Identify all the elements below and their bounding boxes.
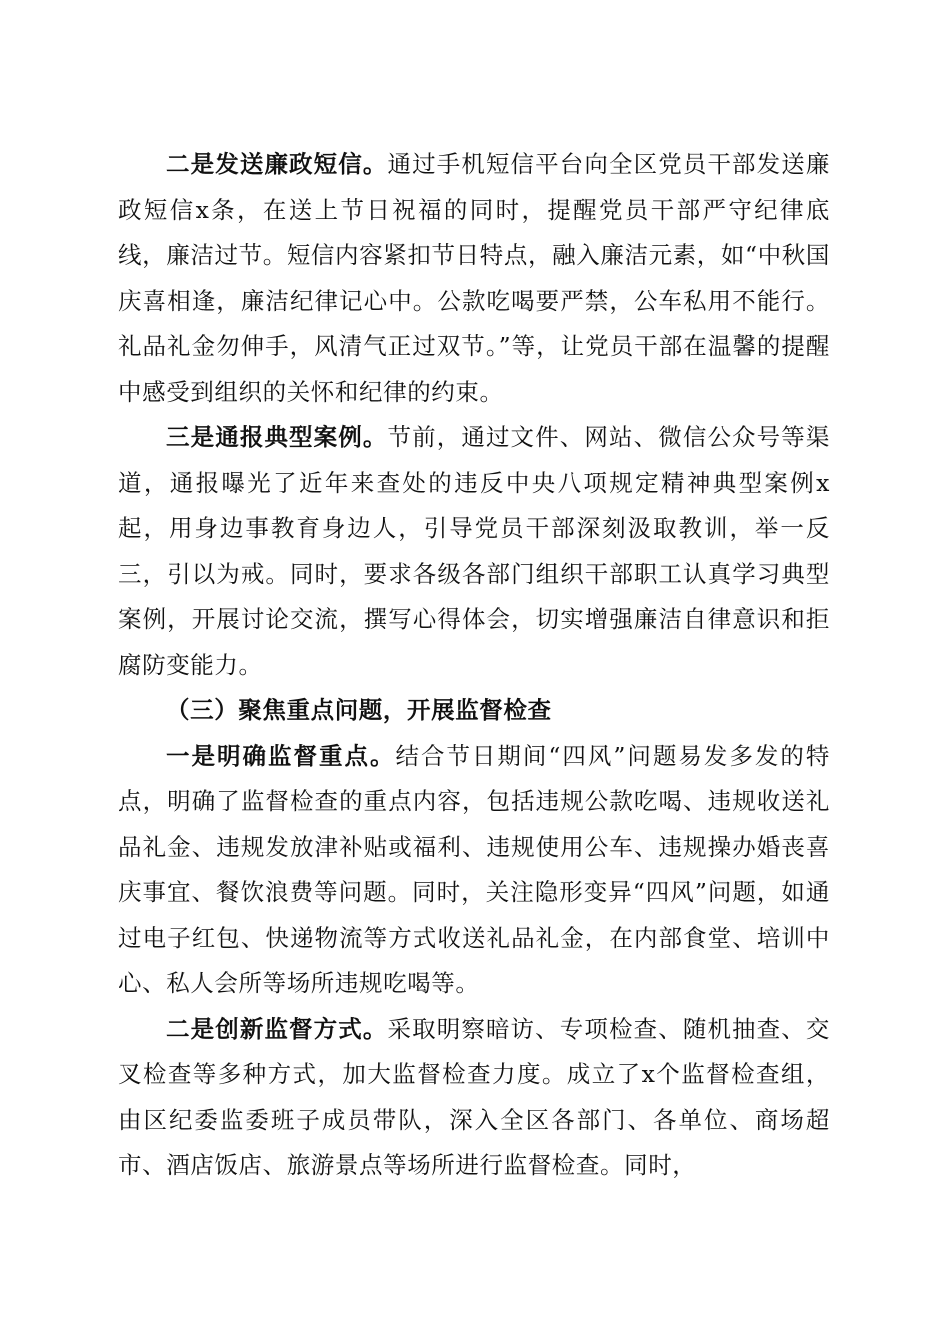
- paragraph-text: 通过手机短信平台向全区党员干部发送廉政短信x条，在送上节日祝福的同时，提醒党员干部严守纪律底线，廉洁过节。短信内容紧扣节日特点，融入廉洁元素，如“中秋国庆喜相逢，廉洁纪律记心中。公款吃喝要严禁，公车私用不能行。礼品礼金勿伸手，风清气正过双节。”等，让党员干部在温馨的提醒中感受到组织的关怀和纪律的约束。: [118, 150, 830, 406]
- paragraph-lead: 一是明确监督重点。: [166, 741, 396, 770]
- paragraph-supervision-focus: [118, 734, 830, 1007]
- paragraph-lead: 二是发送廉政短信。: [166, 150, 388, 178]
- paragraph-send-messages: [118, 142, 830, 415]
- paragraph-text: 节前，通过文件、网站、微信公众号等渠道，通报曝光了近年来查处的违反中央八项规定精神典型案例x起，用身边事教育身边人，引导党员干部深刻汲取教训，举一反三，引以为戒。同时，要求各级各部门组织干部职工认真学习典型案例，开展讨论交流，撰写心得体会，切实增强廉洁自律意识和拒腐防变能力。: [118, 423, 830, 679]
- paragraph-typical-cases: [118, 415, 830, 688]
- section-heading: （三）聚焦重点问题，开展监督检查: [166, 696, 552, 724]
- paragraph-supervision-methods: [118, 1007, 830, 1189]
- paragraph-text: 采取明察暗访、专项检查、随机抽查、交叉检查等多种方式，加大监督检查力度。成立了x个监督检查组，由区纪委监委班子成员带队，深入全区各部门、各单位、商场超市、酒店饭店、旅游景点等场所进行监督检查。同时，: [118, 1014, 830, 1179]
- document-body: [118, 142, 830, 1189]
- paragraph-lead: 二是创新监督方式。: [166, 1014, 388, 1043]
- paragraph-text: 结合节日期间“四风”问题易发多发的特点，明确了监督检查的重点内容，包括违规公款吃喝、违规收送礼品礼金、违规发放津补贴或福利、违规使用公车、违规操办婚丧喜庆事宜、餐饮浪费等问题。同时，关注隐形变异“四风”问题，如通过电子红包、快递物流等方式收送礼品礼金，在内部食堂、培训中心、私人会所等场所违规吃喝等。: [118, 741, 830, 997]
- paragraph-lead: 三是通报典型案例。: [166, 423, 388, 451]
